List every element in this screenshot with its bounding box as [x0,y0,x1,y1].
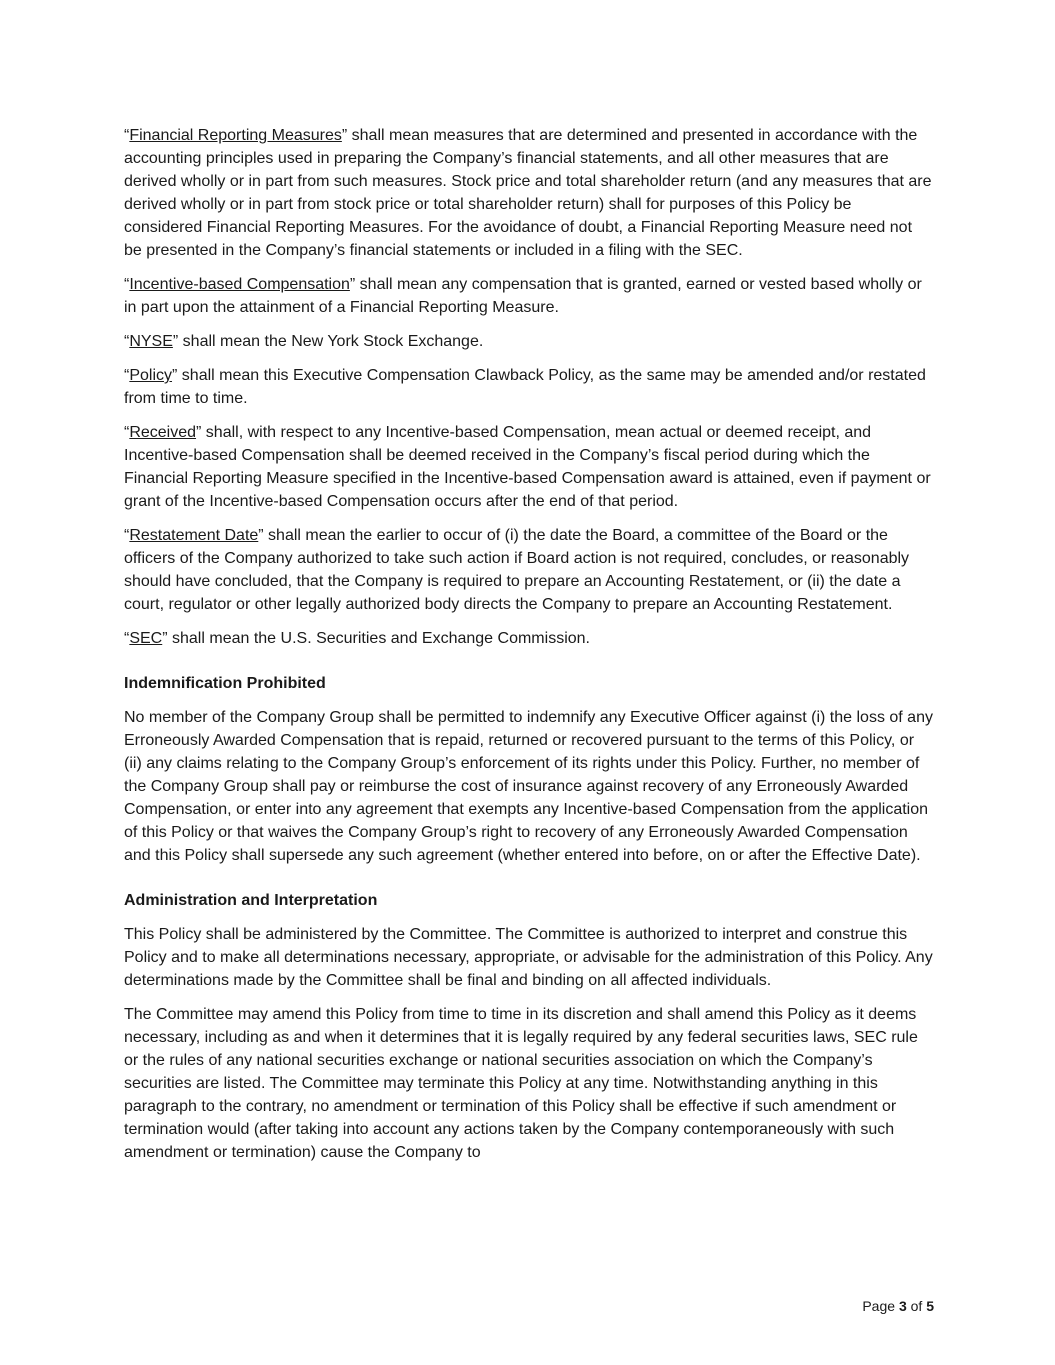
definition-paragraph: “Financial Reporting Measures” shall mean measures that are determined and presented in accordance with the accounting principles used in preparing the Company’s financial statements, and all other measures that are derived wholly or in part from such measures. Stock price and total shareholder return (and any measures that are derived wholly or in part from stock price or total shareholder return) shall for purposes of this Policy be considered Financial Reporting Measures. For the avoidance of doubt, a Financial Reporting Measure need not be presented in the Company’s financial statements or included in a filing with the SEC. [124,127,932,259]
defined-term: Received [129,424,197,441]
section-heading: Indemnification Prohibited [124,675,326,692]
definition-paragraph: “Restatement Date” shall mean the earlier to occur of (i) the date the Board, a committee of the Board or the officers of the Company authorized to take such action if Board action is not required, concludes, or reasonably should have concluded, that the Company is required to prepare an Accounting Restatement, or (ii) the date a court, regulator or other legally authorized body directs the Company to prepare an Accounting Restatement. [124,527,910,613]
body-paragraph: No member of the Company Group shall be permitted to indemnify any Executive Officer against (i) the loss of any Erroneously Awarded Compensation that is repaid, returned or recovered pursuant to the terms of this Policy, or (ii) any claims relating to the Company Group’s enforcement of its rights under this Policy. Further, no member of the Company Group shall pay or reimburse the cost of insurance against recovery of any Erroneously Awarded Compensation, or enter into any agreement that exempts any Incentive-based Compensation from the application of this Policy or that waives the Company Group’s right to recovery of any Erroneously Awarded Compensation and this Policy shall supersede any such agreement (whether entered into before, on or after the Effective Date). [124,709,933,864]
defined-term: Policy [129,367,173,384]
page-number: 3 [898,1298,907,1314]
page-footer [124,1296,934,1316]
document-body [124,124,934,1175]
body-paragraph: The Committee may amend this Policy from time to time in its discretion and shall amend this Policy as it deems necessary, including as and when it determines that it is legally required by any federal securities laws, SEC rule or the rules of any national securities exchange or national securities association on which the Company’s securities are listed. The Committee may terminate this Policy at any time. Notwithstanding anything in this paragraph to the contrary, no amendment or termination of this Policy shall be effective if such amendment or termination would (after taking into account any actions taken by the Company contemporaneously with such amendment or termination) cause the Company to [124,1006,918,1161]
of-label: of [910,1298,923,1314]
page-label: Page [862,1298,896,1314]
defined-term: Financial Reporting Measures [129,127,342,144]
body-paragraph: This Policy shall be administered by the Committee. The Committee is authorized to interpret and construe this Policy and to make all determinations necessary, appropriate, or advisable for the administration of this Policy. Any determinations made by the Committee shall be final and binding on all affected individuals. [124,926,933,989]
definition-paragraph: “NYSE” shall mean the New York Stock Exchange. [124,333,484,350]
defined-term: Incentive-based Compensation [129,276,350,293]
definition-paragraph: “Policy” shall mean this Executive Compensation Clawback Policy, as the same may be amended and/or restated from time to time. [124,367,926,407]
definition-paragraph: “Received” shall, with respect to any Incentive-based Compensation, mean actual or deemed receipt, and Incentive-based Compensation shall be deemed received in the Company’s fiscal period during which the Financial Reporting Measure specified in the Incentive-based Compensation award is attained, even if payment or grant of the Incentive-based Compensation occurs after the end of that period. [124,424,931,510]
section-heading: Administration and Interpretation [124,892,378,909]
definition-paragraph: “Incentive-based Compensation” shall mean any compensation that is granted, earned or vested based wholly or in part upon the attainment of a Financial Reporting Measure. [124,276,922,316]
defined-term: Restatement Date [129,527,259,544]
definition-paragraph: “SEC” shall mean the U.S. Securities and Exchange Commission. [124,630,590,647]
page-total: 5 [926,1298,934,1314]
defined-term: SEC [129,630,163,647]
defined-term: NYSE [129,333,173,350]
